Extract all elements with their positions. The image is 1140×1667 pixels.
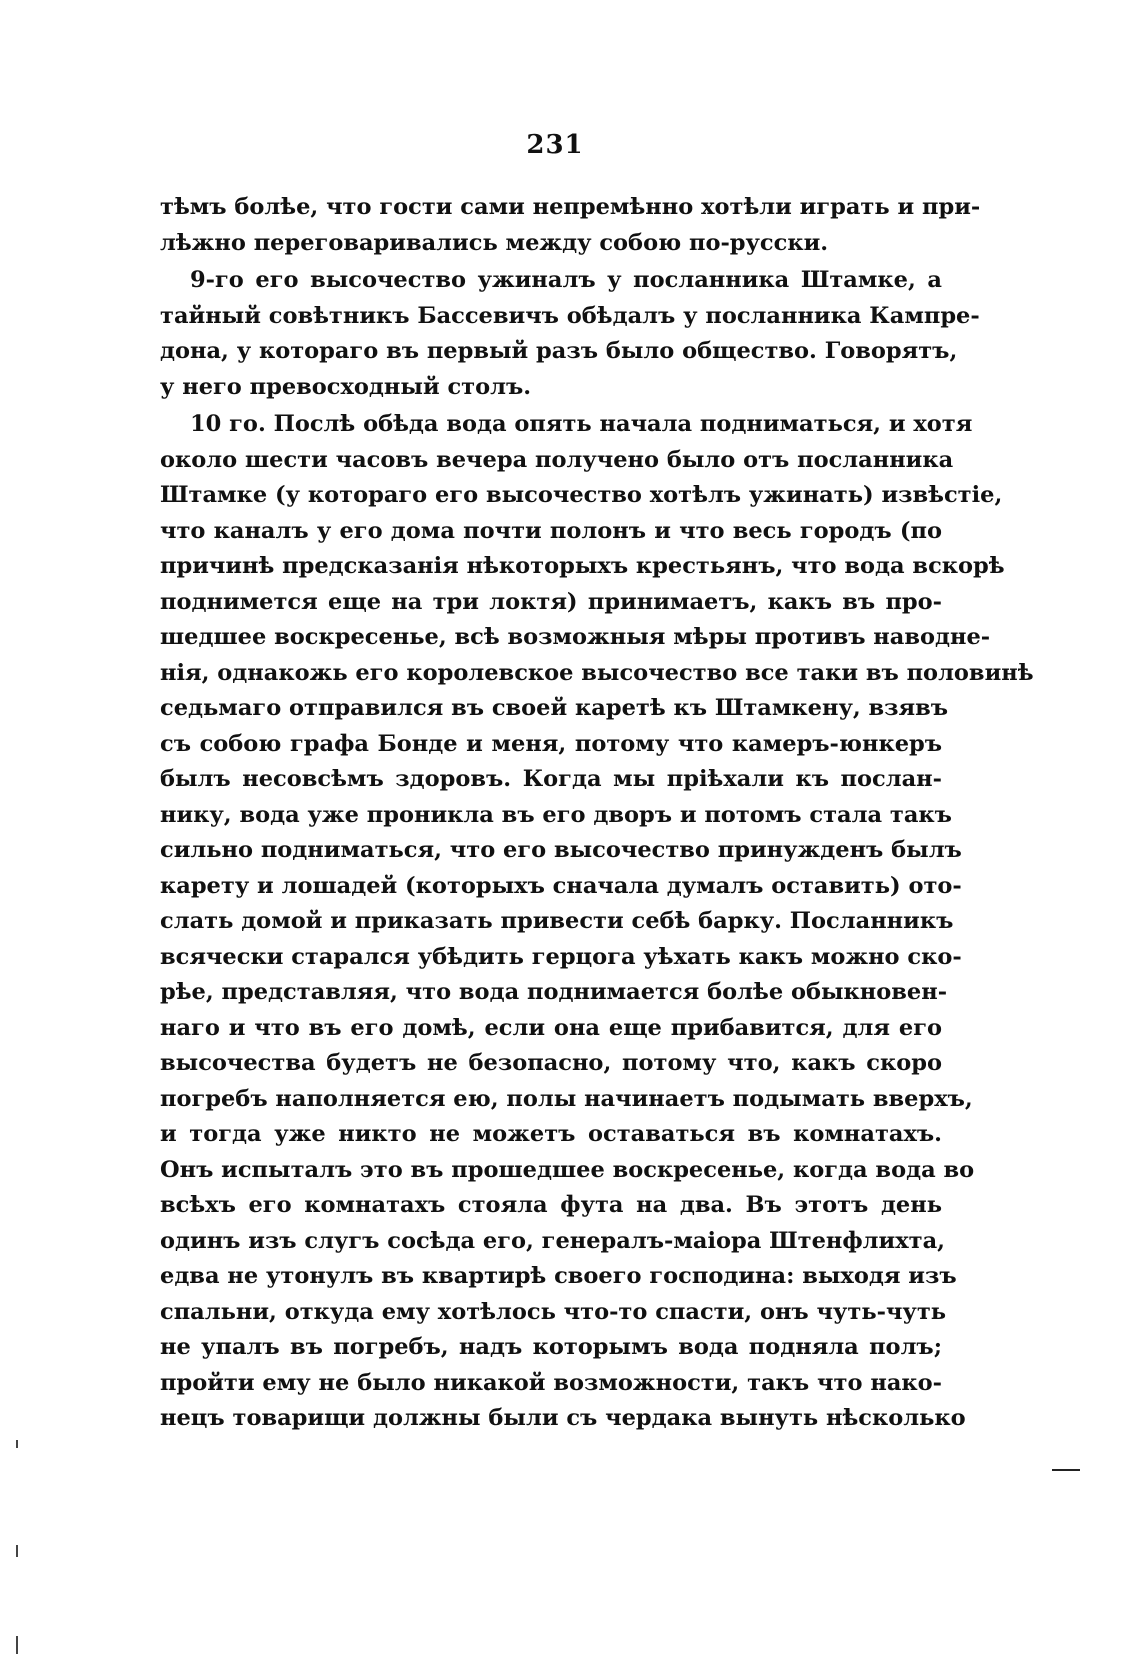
text-line: карету и лошадей (которыхъ сначала думалъ оставить) ото- — [160, 872, 962, 899]
text-line: высочества будетъ не безопасно, потому что, какъ скоро — [160, 1050, 942, 1076]
text-line: былъ несовсѣмъ здоровъ. Когда мы пріѣхали къ послан- — [160, 766, 942, 792]
page-number: 231 — [526, 130, 584, 160]
text-line: и тогда уже никто не можетъ оставаться въ комнатахъ. — [160, 1121, 942, 1147]
text-line: едва не утонулъ въ квартирѣ своего господина: выходя изъ — [160, 1263, 957, 1289]
text-line: тайный совѣтникъ Бассевичъ обѣдалъ у посланника Кампре- — [160, 302, 980, 329]
text-line: около шести часовъ вечера получено было отъ посланника — [160, 446, 954, 473]
text-line: пройти ему не было никакой возможности, такъ что нако- — [160, 1369, 942, 1396]
text-line: не упалъ въ погребъ, надъ которымъ вода подняла полъ; — [160, 1334, 942, 1360]
text-line: шедшее воскресенье, всѣ возможныя мѣры противъ наводне- — [160, 624, 991, 650]
text-line: спальни, откуда ему хотѣлось что-то спасти, онъ чуть-чуть — [160, 1298, 947, 1325]
text-line: погребъ наполняется ею, полы начинаетъ подымать вверхъ, — [160, 1085, 973, 1112]
text-line: всѣхъ его комнатахъ стояла фута на два. Въ этотъ день — [160, 1192, 942, 1218]
text-line: лѣжно переговаривались между собою по-русски. — [160, 229, 829, 256]
body-text — [160, 190, 1034, 1437]
margin-mark — [16, 1636, 18, 1654]
text-line: рѣе, представляя, что вода поднимается болѣе обыкновен- — [160, 979, 948, 1005]
text-line: наго и что въ его домѣ, если она еще прибавится, для его — [160, 1014, 942, 1041]
text-line: поднимется еще на три локтя) принимаетъ, какъ въ про- — [160, 588, 942, 615]
text-line: седьмаго отправился въ своей каретѣ къ Штамкену, взявъ — [160, 695, 949, 721]
text-line: Онъ испыталъ это въ прошедшее воскресенье, когда вода во — [160, 1156, 975, 1183]
text-line: 9-го его высочество ужиналъ у посланника Штамке, а — [190, 267, 942, 293]
text-line: причинѣ предсказанія нѣкоторыхъ крестьянъ, что вода вскорѣ — [160, 553, 1005, 579]
text-line: 10 го. Послѣ обѣда вода опять начала подниматься, и хотя — [190, 411, 973, 437]
margin-mark — [16, 1440, 18, 1448]
text-line: нецъ товарищи должны были съ чердака вынуть нѣсколько — [160, 1405, 966, 1431]
text-line: нія, однакожь его королевское высочество все таки въ половинѣ — [160, 659, 1034, 686]
text-line: дона, у котораго въ первый разъ было общество. Говорятъ, — [160, 338, 958, 364]
text-line: всячески старался убѣдить герцога уѣхать какъ можно ско- — [160, 943, 962, 970]
text-line: нику, вода уже проникла въ его дворъ и потомъ стала такъ — [160, 801, 952, 828]
text-line: слать домой и приказать привести себѣ барку. Посланникъ — [160, 908, 954, 934]
text-line: что каналъ у его дома почти полонъ и что весь городъ (по — [160, 517, 942, 544]
margin-mark — [16, 1545, 18, 1557]
text-line: сильно подниматься, что его высочество принужденъ былъ — [160, 837, 962, 863]
text-line: съ собою графа Бонде и меня, потому что камеръ-юнкеръ — [160, 730, 942, 757]
text-line: тѣмъ болѣе, что гости сами непремѣнно хотѣли играть и при- — [160, 194, 981, 220]
text-line: у него превосходный столъ. — [160, 373, 532, 400]
text-line: одинъ изъ слугъ сосѣда его, генералъ-маіора Штенфлихта, — [160, 1227, 946, 1254]
margin-mark — [1052, 1469, 1080, 1471]
text-line: Штамке (у котораго его высочество хотѣлъ ужинать) извѣстіе, — [160, 482, 1003, 508]
